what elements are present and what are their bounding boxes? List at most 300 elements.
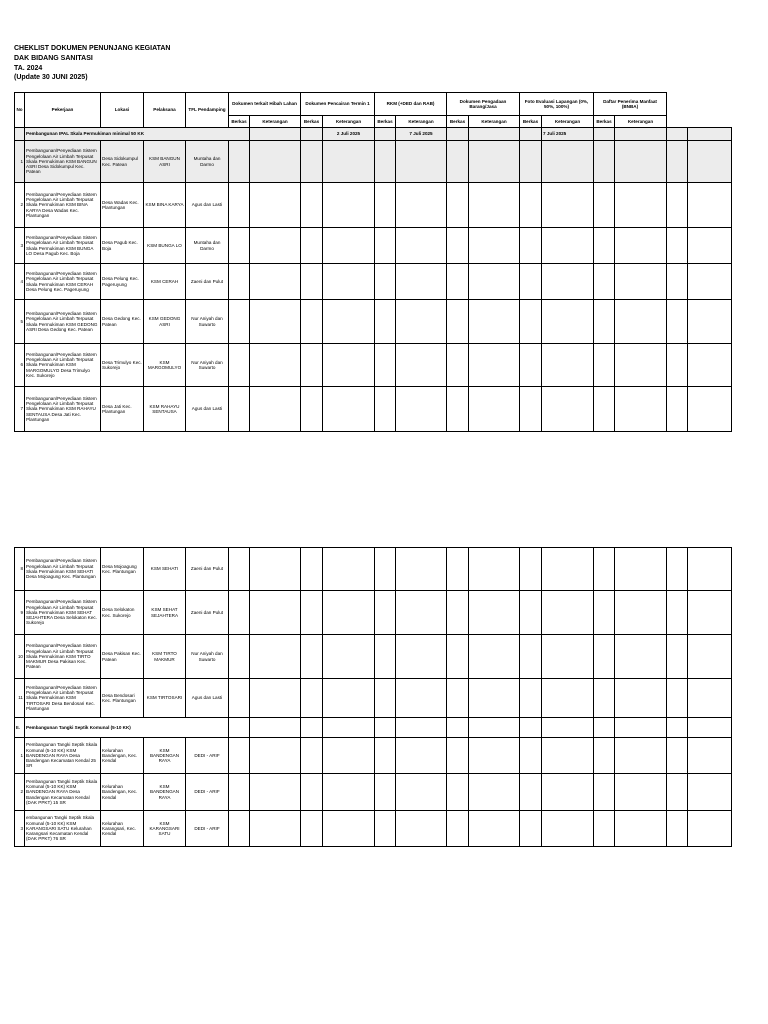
row-empty-cell <box>688 387 732 432</box>
row-pelaksana: KSM CERAH <box>144 264 186 300</box>
row-no: 1 <box>15 738 25 774</box>
row-empty-cell <box>323 344 375 387</box>
row-empty-cell <box>667 387 688 432</box>
row-empty-cell <box>667 591 688 635</box>
table-row <box>15 548 732 591</box>
table-row <box>15 811 732 847</box>
row-empty-cell <box>469 679 520 718</box>
row-empty-cell <box>615 300 667 344</box>
row-empty-cell <box>250 183 301 228</box>
row-empty-cell <box>447 591 469 635</box>
row-empty-cell <box>469 591 520 635</box>
row-empty-cell <box>667 774 688 811</box>
section-1-no <box>15 128 25 141</box>
row-pekerjaan: Pembangunan/Penyediaan Sistem Pengelolaan Air Limbah Terpusat Skala Permukiman KSM BINA KARYA Desa Wadas Kec. Plantungan <box>25 183 101 228</box>
row-empty-cell <box>667 679 688 718</box>
row-empty-cell <box>688 774 732 811</box>
row-empty-cell <box>667 738 688 774</box>
row-empty-cell <box>520 141 542 183</box>
row-empty-cell <box>301 811 323 847</box>
col-dok-pengadaan: Dokumen Pengadaan Barang/Jasa <box>447 93 520 116</box>
row-empty-cell <box>323 548 375 591</box>
row-empty-cell <box>594 774 615 811</box>
row-pekerjaan: embangunan Tangki Septik Skala Komunal (5-10 KK) KSM KARANGSARI SATU Kelurahan Karangsari Kecamatan Kendal (DAK PPKT) 76 SR <box>25 811 101 847</box>
row-pelaksana: KSM SEHAT SEJAHTERA <box>144 591 186 635</box>
col-pelaksana: Pelaksana <box>144 93 186 128</box>
row-empty-cell <box>301 228 323 264</box>
row-empty-cell <box>594 738 615 774</box>
row-empty-cell <box>594 300 615 344</box>
row-tfl: Zaeni dan Pulut <box>186 548 229 591</box>
table-row <box>15 387 732 432</box>
row-empty-cell <box>375 264 396 300</box>
row-no: 5 <box>15 300 25 344</box>
table-row <box>15 738 732 774</box>
row-empty-cell <box>396 591 447 635</box>
row-empty-cell <box>301 344 323 387</box>
row-empty-cell <box>323 679 375 718</box>
row-empty-cell <box>396 183 447 228</box>
row-empty-cell <box>323 811 375 847</box>
row-empty-cell <box>542 738 594 774</box>
row-empty-cell <box>542 635 594 679</box>
row-no: 9 <box>15 591 25 635</box>
row-empty-cell <box>520 548 542 591</box>
row-pekerjaan: Pembangunan Tangki Septik Skala Komunal (5-10 KK) KSM BANDENGAN RAYA Desa Bandengan Kecamatan Kendal 25 SR <box>25 738 101 774</box>
row-pekerjaan: Pembangunan/Penyediaan Sistem Pengelolaan Air Limbah Terpusat Skala Permukiman KSM BUNGA LO Desa Pagub Kec. Boja <box>25 228 101 264</box>
row-empty-cell <box>594 344 615 387</box>
row-empty-cell <box>615 387 667 432</box>
row-pelaksana: KSM SEHATI <box>144 548 186 591</box>
sub-keterangan: Keterangan <box>469 116 520 128</box>
row-empty-cell <box>667 264 688 300</box>
row-empty-cell <box>594 811 615 847</box>
sub-berkas: Berkas <box>447 116 469 128</box>
row-empty-cell <box>469 141 520 183</box>
row-empty-cell <box>542 811 594 847</box>
row-empty-cell <box>688 141 732 183</box>
row-empty-cell <box>542 264 594 300</box>
sub-keterangan: Keterangan <box>323 116 375 128</box>
row-empty-cell <box>688 228 732 264</box>
row-empty-cell <box>250 387 301 432</box>
row-no: 11 <box>15 679 25 718</box>
row-pelaksana: KSM BINA KARYA <box>144 183 186 228</box>
row-pelaksana: KSM TIRTO MAKMUR <box>144 635 186 679</box>
row-empty-cell <box>447 679 469 718</box>
row-empty-cell <box>250 264 301 300</box>
row-empty-cell <box>396 141 447 183</box>
row-empty-cell <box>594 591 615 635</box>
row-no: 8 <box>15 548 25 591</box>
row-empty-cell <box>301 591 323 635</box>
row-empty-cell <box>520 387 542 432</box>
row-empty-cell <box>375 387 396 432</box>
row-lokasi: Desa Pakisan Kec. Patean <box>101 635 144 679</box>
section-2-title: Pembangunan Tangki Septik Komunal (5-10 KK) <box>25 718 229 738</box>
row-empty-cell <box>469 264 520 300</box>
row-empty-cell <box>520 228 542 264</box>
col-dok-termin: Dokumen Pencairan Termin 1 <box>301 93 375 116</box>
row-empty-cell <box>469 738 520 774</box>
row-empty-cell <box>396 635 447 679</box>
row-tfl: Muntaha dan Darmo <box>186 141 229 183</box>
table-row <box>15 264 732 300</box>
row-pelaksana: KSM MARGOMULYO <box>144 344 186 387</box>
row-empty-cell <box>688 635 732 679</box>
row-empty-cell <box>615 183 667 228</box>
row-empty-cell <box>375 141 396 183</box>
row-empty-cell <box>688 344 732 387</box>
row-tfl: Zaeni dan Pulut <box>186 591 229 635</box>
row-empty-cell <box>301 264 323 300</box>
row-lokasi: Desa Wadas Kec. Plantungan <box>101 183 144 228</box>
title-line-2: DAK BIDANG SANITASI <box>14 54 93 62</box>
row-empty-cell <box>615 141 667 183</box>
row-empty-cell <box>375 344 396 387</box>
row-pekerjaan: Pembangunan/Penyediaan Sistem Pengelolaan Air Limbah Terpusat Skala Permukiman KSM RAHAYU SENTAUSA Desa Jati Kec. Plantungan <box>25 387 101 432</box>
table-row <box>15 635 732 679</box>
row-empty-cell <box>447 183 469 228</box>
row-empty-cell <box>229 344 250 387</box>
row-empty-cell <box>375 774 396 811</box>
row-lokasi: Desa Bendosari Kec. Plantungan <box>101 679 144 718</box>
row-empty-cell <box>301 387 323 432</box>
row-empty-cell <box>469 300 520 344</box>
row-empty-cell <box>396 679 447 718</box>
col-daftar: Daftar Penerima Manfaat (BNBA) <box>594 93 667 116</box>
row-lokasi: Desa Pagub Kec. Boja <box>101 228 144 264</box>
row-pekerjaan: Pembangunan/Penyediaan Sistem Pengelolaan Air Limbah Terpusat Skala Permukiman KSM TIRTO MAKMUR Desa Pakisan Kec. Patean <box>25 635 101 679</box>
title-line-4: (Update 30 JUNI 2025) <box>14 74 88 82</box>
row-empty-cell <box>615 548 667 591</box>
row-empty-cell <box>375 228 396 264</box>
row-empty-cell <box>447 811 469 847</box>
row-pelaksana: KSM BANGUN ASRI <box>144 141 186 183</box>
row-pelaksana: KSM BANDENGAN RAYA <box>144 738 186 774</box>
row-empty-cell <box>688 679 732 718</box>
row-lokasi: Kelurahan Karangsari, Kec. Kendal <box>101 811 144 847</box>
row-empty-cell <box>250 635 301 679</box>
row-empty-cell <box>469 635 520 679</box>
row-empty-cell <box>301 548 323 591</box>
row-empty-cell <box>229 183 250 228</box>
row-empty-cell <box>301 183 323 228</box>
termin-date: 2 Juli 2025 <box>323 128 375 141</box>
sub-berkas: Berkas <box>301 116 323 128</box>
row-empty-cell <box>594 264 615 300</box>
row-empty-cell <box>615 264 667 300</box>
row-empty-cell <box>469 228 520 264</box>
row-tfl: Muntaha dan Darmo <box>186 228 229 264</box>
row-empty-cell <box>447 738 469 774</box>
row-empty-cell <box>229 264 250 300</box>
row-empty-cell <box>375 679 396 718</box>
table-row <box>15 300 732 344</box>
row-empty-cell <box>594 141 615 183</box>
row-empty-cell <box>323 738 375 774</box>
row-empty-cell <box>542 228 594 264</box>
col-foto: Foto Evaluasi Lapangan (0%, 50%, 100%) <box>520 93 594 116</box>
row-empty-cell <box>375 738 396 774</box>
row-empty-cell <box>447 387 469 432</box>
row-no: 4 <box>15 264 25 300</box>
row-empty-cell <box>615 679 667 718</box>
row-lokasi: Kelurahan Bandengan, Kec. Kendal <box>101 774 144 811</box>
row-empty-cell <box>667 635 688 679</box>
row-no: 3 <box>15 228 25 264</box>
sub-berkas: Berkas <box>520 116 542 128</box>
row-empty-cell <box>447 264 469 300</box>
row-empty-cell <box>542 679 594 718</box>
row-empty-cell <box>250 591 301 635</box>
row-pekerjaan: Pembangunan/Penyediaan Sistem Pengelolaan Air Limbah Terpusat Skala Permukiman KSM SEHAT SEJAHTERA Desa Selokaton Kec. Sukorejo <box>25 591 101 635</box>
col-lokasi: Lokasi <box>101 93 144 128</box>
row-empty-cell <box>615 738 667 774</box>
table-row <box>15 183 732 228</box>
row-lokasi: Desa Sidokumpul Kec. Patean <box>101 141 144 183</box>
row-empty-cell <box>229 738 250 774</box>
title-line-3: TA. 2024 <box>14 64 43 72</box>
row-pekerjaan: Pembangunan Tangki Septik Skala Komunal (5-10 KK) KSM BANDENGAN RAYA Desa Bandengan Kecamatan Kendal (DAK PPKT) 15 SR <box>25 774 101 811</box>
row-empty-cell <box>375 183 396 228</box>
row-pelaksana: KSM GEDONG ASRI <box>144 300 186 344</box>
row-empty-cell <box>229 228 250 264</box>
row-empty-cell <box>667 300 688 344</box>
sub-berkas: Berkas <box>229 116 250 128</box>
sub-berkas: Berkas <box>375 116 396 128</box>
row-empty-cell <box>250 811 301 847</box>
row-empty-cell <box>594 228 615 264</box>
row-empty-cell <box>447 548 469 591</box>
col-dok-hibah: Dokumen terkait Hibah Lahan <box>229 93 301 116</box>
row-empty-cell <box>615 774 667 811</box>
row-empty-cell <box>542 183 594 228</box>
row-empty-cell <box>688 811 732 847</box>
row-pekerjaan: Pembangunan/Penyediaan Sistem Pengelolaan Air Limbah Terpusat Skala Permukiman KSM TIRTOSARI Desa Bendosari Kec. Plantungan <box>25 679 101 718</box>
table-row <box>15 141 732 183</box>
row-empty-cell <box>323 141 375 183</box>
rkm-date: 7 Juli 2025 <box>396 128 447 141</box>
row-empty-cell <box>323 264 375 300</box>
row-empty-cell <box>323 183 375 228</box>
row-empty-cell <box>323 635 375 679</box>
row-tfl: DEDI - ARIF <box>186 774 229 811</box>
row-tfl: Nur Aniyah dan Suwarto <box>186 300 229 344</box>
row-empty-cell <box>250 228 301 264</box>
row-empty-cell <box>229 811 250 847</box>
row-tfl: Agus dan Lasti <box>186 387 229 432</box>
row-pelaksana: KSM RAHAYU SENTAUSA <box>144 387 186 432</box>
row-empty-cell <box>301 738 323 774</box>
row-empty-cell <box>250 344 301 387</box>
row-lokasi: Desa Gedong Kec. Patean <box>101 300 144 344</box>
row-empty-cell <box>301 774 323 811</box>
row-empty-cell <box>396 548 447 591</box>
row-empty-cell <box>542 300 594 344</box>
row-empty-cell <box>375 591 396 635</box>
row-empty-cell <box>667 344 688 387</box>
foto-date: 7 Juli 2025 <box>542 128 594 141</box>
row-empty-cell <box>667 183 688 228</box>
row-empty-cell <box>615 635 667 679</box>
row-empty-cell <box>250 774 301 811</box>
row-empty-cell <box>250 548 301 591</box>
row-lokasi: Desa Trimulyo Kec. Sukorejo <box>101 344 144 387</box>
row-empty-cell <box>396 344 447 387</box>
sub-keterangan: Keterangan <box>542 116 594 128</box>
row-empty-cell <box>520 183 542 228</box>
row-empty-cell <box>447 635 469 679</box>
row-empty-cell <box>520 738 542 774</box>
table-row <box>15 228 732 264</box>
document-title <box>14 44 170 83</box>
row-no: 7 <box>15 387 25 432</box>
row-tfl: Nur Aniyah dan Suwarto <box>186 344 229 387</box>
row-tfl: Agus dan Lasti <box>186 679 229 718</box>
row-empty-cell <box>447 300 469 344</box>
row-empty-cell <box>542 591 594 635</box>
row-empty-cell <box>615 344 667 387</box>
row-empty-cell <box>594 387 615 432</box>
row-empty-cell <box>229 774 250 811</box>
row-empty-cell <box>520 300 542 344</box>
row-pekerjaan: Pembangunan/Penyediaan Sistem Pengelolaan Air Limbah Terpusat Skala Permukiman KSM GEDONG ASRI Desa Gedong Kec. Patean <box>25 300 101 344</box>
row-empty-cell <box>520 811 542 847</box>
row-empty-cell <box>396 774 447 811</box>
row-empty-cell <box>323 228 375 264</box>
row-empty-cell <box>250 300 301 344</box>
table-row <box>15 344 732 387</box>
section-1-title: Pembangunan IPAL Skala Permukiman minimal 50 KK <box>25 128 250 141</box>
row-empty-cell <box>520 635 542 679</box>
row-empty-cell <box>520 774 542 811</box>
row-empty-cell <box>469 344 520 387</box>
row-lokasi: Desa Selokaton Kec. Sukorejo <box>101 591 144 635</box>
row-empty-cell <box>542 141 594 183</box>
table-row <box>15 774 732 811</box>
row-empty-cell <box>375 548 396 591</box>
row-empty-cell <box>447 228 469 264</box>
sub-keterangan: Keterangan <box>250 116 301 128</box>
row-empty-cell <box>667 811 688 847</box>
section-2-row <box>15 718 732 738</box>
row-empty-cell <box>542 774 594 811</box>
row-empty-cell <box>469 811 520 847</box>
table-row <box>15 679 732 718</box>
row-no: 10 <box>15 635 25 679</box>
row-empty-cell <box>229 679 250 718</box>
row-tfl: Agus dan Lasti <box>186 183 229 228</box>
row-empty-cell <box>229 387 250 432</box>
row-empty-cell <box>667 141 688 183</box>
row-empty-cell <box>469 774 520 811</box>
col-pekerjaan: Pekerjaan <box>25 93 101 128</box>
row-no: 2 <box>15 183 25 228</box>
row-empty-cell <box>396 811 447 847</box>
row-no: 2 <box>15 774 25 811</box>
row-empty-cell <box>667 548 688 591</box>
row-pekerjaan: Pembangunan/Penyediaan Sistem Pengelolaan Air Limbah Terpusat Skala Permukiman KSM SEHATI Desa Mojoagung Kec. Plantungan <box>25 548 101 591</box>
table-row <box>15 591 732 635</box>
row-empty-cell <box>323 774 375 811</box>
row-pelaksana: KSM TIRTOSARI <box>144 679 186 718</box>
sub-keterangan: Keterangan <box>396 116 447 128</box>
row-empty-cell <box>250 738 301 774</box>
row-empty-cell <box>229 141 250 183</box>
row-pekerjaan: Pembangunan/Penyediaan Sistem Pengelolaan Air Limbah Terpusat Skala Permukiman KSM BANGUN ASRI Desa Sidokumpul Kec. Patean <box>25 141 101 183</box>
row-empty-cell <box>323 300 375 344</box>
row-empty-cell <box>688 264 732 300</box>
row-empty-cell <box>396 387 447 432</box>
row-empty-cell <box>542 344 594 387</box>
row-empty-cell <box>301 141 323 183</box>
row-empty-cell <box>301 679 323 718</box>
row-lokasi: Kelurahan Bandengan, Kec. Kendal <box>101 738 144 774</box>
row-empty-cell <box>229 635 250 679</box>
row-empty-cell <box>542 387 594 432</box>
row-tfl: DEDI - ARIF <box>186 738 229 774</box>
row-empty-cell <box>594 679 615 718</box>
row-empty-cell <box>615 811 667 847</box>
row-empty-cell <box>375 300 396 344</box>
row-lokasi: Desa Mojoagung Kec. Plantungan <box>101 548 144 591</box>
row-pelaksana: KSM BUNGA LO <box>144 228 186 264</box>
row-tfl: DEDI - ARIF <box>186 811 229 847</box>
row-empty-cell <box>615 228 667 264</box>
row-empty-cell <box>688 738 732 774</box>
section-2-no: II. <box>15 718 25 738</box>
row-pelaksana: KSM BANDENGAN RAYA <box>144 774 186 811</box>
row-empty-cell <box>594 635 615 679</box>
row-empty-cell <box>375 811 396 847</box>
col-no: No <box>15 93 25 128</box>
row-empty-cell <box>469 387 520 432</box>
row-empty-cell <box>520 344 542 387</box>
col-tfl: TFL Pendamping <box>186 93 229 128</box>
row-empty-cell <box>229 548 250 591</box>
row-empty-cell <box>250 679 301 718</box>
row-empty-cell <box>447 344 469 387</box>
col-rkm: RKM (+DED dan RAB) <box>375 93 447 116</box>
row-empty-cell <box>594 183 615 228</box>
sub-berkas: Berkas <box>594 116 615 128</box>
checklist-table-page2 <box>14 547 732 847</box>
row-empty-cell <box>615 591 667 635</box>
row-empty-cell <box>520 264 542 300</box>
row-empty-cell <box>396 228 447 264</box>
row-tfl: Zaeni dan Pulut <box>186 264 229 300</box>
row-pelaksana: KSM KARANGSARI SATU <box>144 811 186 847</box>
row-pekerjaan: Pembangunan/Penyediaan Sistem Pengelolaan Air Limbah Terpusat Skala Permukiman KSM MARGOMULYO Desa Trimulyo Kec. Sukorejo <box>25 344 101 387</box>
row-empty-cell <box>469 183 520 228</box>
sub-keterangan: Keterangan <box>615 116 667 128</box>
row-empty-cell <box>447 141 469 183</box>
row-empty-cell <box>667 228 688 264</box>
row-empty-cell <box>520 679 542 718</box>
row-tfl: Nur Aniyah dan Suwarto <box>186 635 229 679</box>
row-empty-cell <box>688 591 732 635</box>
row-pekerjaan: Pembangunan/Penyediaan Sistem Pengelolaan Air Limbah Terpusat Skala Permukiman KSM CERAH Desa Pelung Kec. Pageruyung <box>25 264 101 300</box>
row-empty-cell <box>301 635 323 679</box>
row-empty-cell <box>229 591 250 635</box>
title-line-1: CHEKLIST DOKUMEN PENUNJANG KEGIATAN <box>14 45 171 52</box>
row-empty-cell <box>469 548 520 591</box>
checklist-table-page1 <box>14 92 732 432</box>
row-empty-cell <box>688 183 732 228</box>
row-empty-cell <box>688 300 732 344</box>
row-empty-cell <box>375 635 396 679</box>
